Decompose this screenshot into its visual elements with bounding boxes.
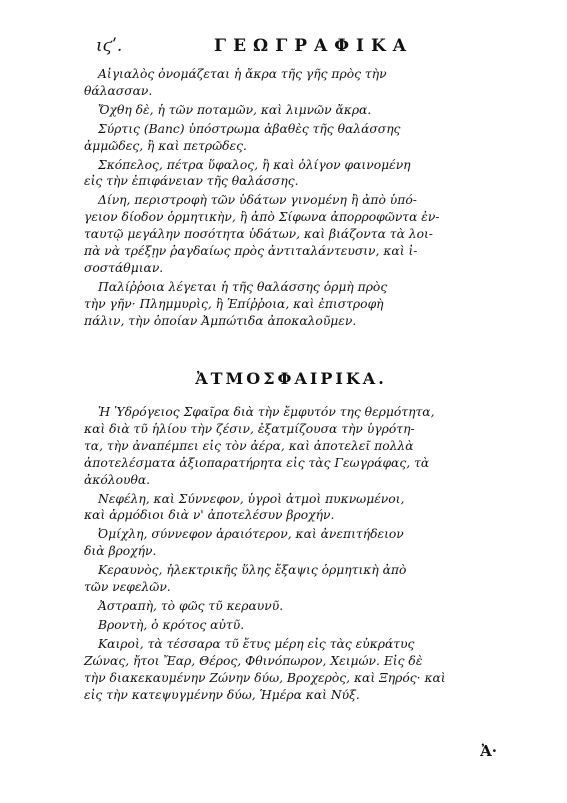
paragraph-skopelos [84,157,498,191]
text-line: ἀποτελέσματα ἀξιοπαρατήρητα εἰς τὰς Γεωγράφας, τὰ [84,455,430,470]
page-number: ιϛʹ. [96,36,123,56]
atmospherics-section [84,404,498,703]
paragraph-nephele [84,491,498,525]
text-line: εἰς τὴν κατεψυγμένην δύω, Ἡμέρα καὶ Νύξ. [84,687,360,702]
text-line: πὰ νὰ τρέξῃν ῥαγδαίως πρὸς ἀντιταλάντευσιν, καὶ ἰ- [84,244,418,259]
text-line: πάλιν, τὴν ὁποίαν Ἀμπώτιδα ἀποκαλοῦμεν. [84,313,357,328]
text-line: ταυτῷ μεγάλην ποσότητα ὑδάτων, καὶ βιάζοντα τὰ λοι- [84,227,433,242]
paragraph-kairoi [84,636,498,704]
paragraph-omichle [84,526,498,560]
page-header [96,36,471,58]
geography-section [84,66,498,330]
paragraph-bronte [84,617,498,634]
text-line: Δίνη, περιστροφὴ τῶν ὑδάτων γινομένη ἢ ἀπὸ ὑπό- [98,193,417,208]
text-line: καὶ διὰ τῦ ἡλίου τὴν ζέσιν, ἐξατμίζουσα τὴν ὑγρότη- [84,421,415,436]
paragraph-dine [84,192,498,277]
text-line: τὴν διακεκαυμένην Ζώνην δύω, Βροχερὸς, καὶ Ξηρός· καὶ [84,670,446,685]
text-line: διὰ βροχήν. [84,544,157,559]
catchword: Ἀ· [480,742,497,760]
section-heading: ἈΤΜΟΣΦΑΙΡΙΚΑ. [195,369,387,388]
text-line: Κεραυνὸς, ἠλεκτρικῆς ὕλης ἔξαψις ὁρμητικὴ ἀπὸ [98,563,407,578]
paragraph-intro [84,404,498,489]
paragraph-syrtis [84,121,498,155]
text-line: τῶν νεφελῶν. [84,580,171,595]
running-title: ΓΕΩΓΡΑΦΙΚΑ [214,36,413,56]
text-line: Σύρτις (Banc) ὑπόστρωμα ἀβαθὲς τῆς θαλάσσης [98,121,401,136]
text-line: Ὀμίχλη, σύννεφον ἀραιότερον, καὶ ἀνεπιτήδειον [98,527,404,542]
text-line: ἀμμῶδες, ἢ καὶ πετρῶδες. [84,138,247,153]
text-line: Καιροὶ, τὰ τέσσαρα τῦ ἔτυς μέρη εἰς τὰς εὐκράτυς [98,636,415,651]
text-line: Ἡ Ὑδρόγειος Σφαῖρα διὰ τὴν ἔμφυτόν της θερμότητα, [98,405,435,419]
paragraph-astrape [84,598,498,615]
paragraph-keraunos [84,562,498,596]
text-line: θάλασσαν. [84,83,153,98]
text-line: εἰς τὴν ἐπιφάνειαν τῆς θαλάσσης. [84,174,299,189]
text-line: Παλίῤῥοια λέγεται ἡ τῆς θαλάσσης ὁρμὴ πρὸς [98,279,388,294]
text-line: τα, τὴν ἀναπέμπει εἰς τὸν ἀέρα, καὶ ἀποτελεῖ πολλὰ [84,438,414,453]
text-line: σοστάθμιαν. [84,260,164,275]
paragraph-aigialos [84,66,498,100]
text-line: τὴν γῆν· Πλημμυρὶς, ἢ Ἐπίῤῥοια, καὶ ἐπιστροφὴ [84,296,384,311]
text-line: ἀκόλουθα. [84,472,151,487]
text-line: καὶ ἁρμόδιοι διὰ ν' ἀποτελέσυν βροχήν. [84,508,335,523]
paragraph-ochthe [84,102,498,119]
text-line: Ζώνας, ἤτοι Ἔαρ, Θέρος, Φθινόπωρον, Χειμών. Εἰς δὲ [84,653,423,668]
paragraph-palirrhoia [84,279,498,330]
text-line: Ὄχθη δὲ, ἡ τῶν ποταμῶν, καὶ λιμνῶν ἄκρα. [98,102,372,117]
text-line: γειον δίοδον ὁρμητικὴν, ἢ ἀπὸ Σίφωνα ἀπορροφῶντα ἐν- [84,210,440,225]
text-line: Νεφέλη, καὶ Σύννεφον, ὑγροὶ ἀτμοὶ πυκνωμένοι, [98,491,405,506]
text-line: Σκόπελος, πέτρα ὕφαλος, ἢ καὶ ὀλίγον φαινομένη [98,157,411,172]
text-line: Ἀστραπὴ, τὸ φῶς τῦ κεραυνῦ. [98,598,284,613]
text-line: Αἰγιαλὸς ὀνομάζεται ἡ ἄκρα τῆς γῆς πρὸς τὴν [98,67,387,81]
text-line: Βροντὴ, ὁ κρότος αὐτῦ. [98,617,245,632]
